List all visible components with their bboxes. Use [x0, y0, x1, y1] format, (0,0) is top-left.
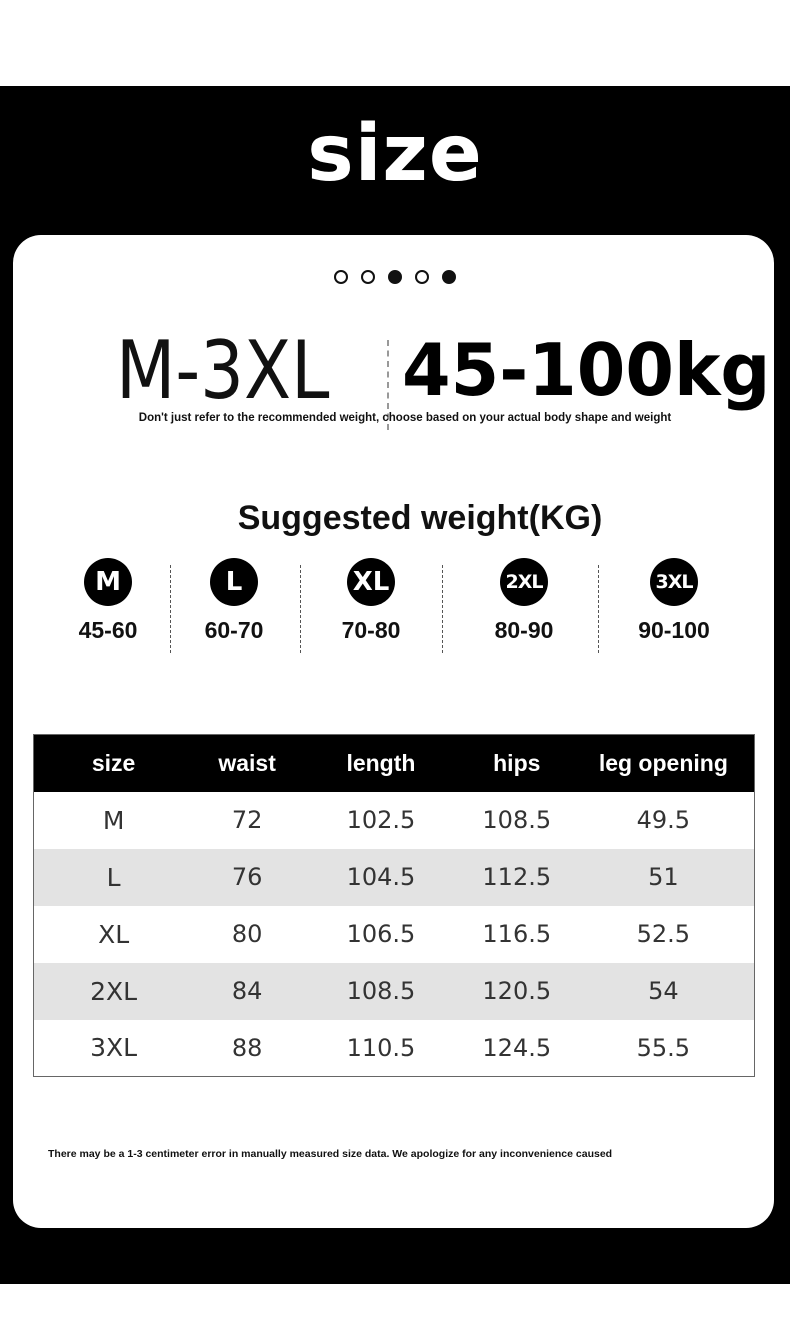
weight-note: Don't just refer to the recommended weight, choose based on your actual body shape and weight — [138, 412, 672, 424]
size-badge: 2XL — [500, 558, 548, 606]
table-header-row — [34, 735, 755, 792]
table-row — [34, 849, 755, 906]
carousel-dot-4[interactable] — [415, 270, 429, 284]
suggested-item-xl — [331, 558, 411, 644]
column-header-leg-opening: leg opening — [598, 749, 728, 776]
size-badge: L — [210, 558, 258, 606]
weight-value: 90-100 — [638, 617, 710, 643]
size-range: M-3XL — [116, 324, 330, 417]
cell-waist: 76 — [231, 863, 263, 891]
size-badge: M — [84, 558, 132, 606]
separator — [170, 565, 171, 653]
suggested-item-m — [70, 558, 146, 644]
carousel-dot-2[interactable] — [361, 270, 375, 284]
suggested-weight-title: Suggested weight(KG) — [237, 499, 603, 537]
cell-size: 2XL — [90, 976, 138, 1006]
cell-waist: 88 — [231, 1033, 263, 1062]
cell-hips: 124.5 — [482, 1033, 552, 1062]
carousel-dot-5[interactable] — [442, 270, 456, 284]
cell-waist: 84 — [231, 977, 263, 1005]
carousel-dots — [334, 270, 456, 284]
cell-size: M — [102, 805, 125, 835]
weight-value: 70-80 — [341, 617, 401, 643]
cell-hips: 112.5 — [482, 863, 552, 891]
cell-size: 3XL — [90, 1033, 138, 1063]
weight-value: 45-60 — [78, 617, 138, 643]
cell-size: L — [106, 862, 121, 892]
cell-size: XL — [98, 919, 130, 949]
table-row — [34, 792, 755, 849]
suggested-item-3xl — [628, 558, 720, 644]
weight-value: 80-90 — [494, 617, 554, 643]
measurement-error-note: There may be a 1-3 centimeter error in manually measured size data. We apologize for any inconvenience caused — [48, 1148, 613, 1160]
cell-waist: 80 — [231, 920, 263, 948]
column-header-size: size — [91, 749, 136, 776]
cell-hips: 108.5 — [482, 806, 552, 834]
table-row — [34, 1020, 755, 1077]
cell-length: 108.5 — [346, 977, 416, 1005]
size-badge: XL — [347, 558, 395, 606]
suggested-item-2xl — [484, 558, 564, 644]
size-table — [33, 734, 755, 1077]
cell-leg-opening: 51 — [648, 863, 679, 891]
carousel-dot-3[interactable] — [388, 270, 402, 284]
carousel-dot-1[interactable] — [334, 270, 348, 284]
separator — [442, 565, 443, 653]
separator — [300, 565, 301, 653]
cell-hips: 120.5 — [482, 977, 552, 1005]
cell-hips: 116.5 — [482, 920, 552, 948]
page-title: size — [307, 109, 483, 199]
cell-length: 110.5 — [346, 1033, 416, 1062]
cell-leg-opening: 52.5 — [636, 920, 691, 948]
size-badge: 3XL — [650, 558, 698, 606]
cell-length: 106.5 — [346, 920, 416, 948]
cell-waist: 72 — [231, 806, 263, 834]
cell-leg-opening: 55.5 — [636, 1033, 691, 1062]
cell-leg-opening: 54 — [648, 977, 679, 1005]
suggested-item-l — [196, 558, 272, 644]
cell-length: 104.5 — [346, 863, 416, 891]
column-header-waist: waist — [218, 749, 276, 776]
table-row — [34, 963, 755, 1020]
separator — [598, 565, 599, 653]
cell-length: 102.5 — [346, 806, 416, 834]
cell-leg-opening: 49.5 — [636, 806, 691, 834]
weight-value: 60-70 — [204, 617, 264, 643]
weight-range: 45-100kg — [402, 328, 771, 412]
column-header-length: length — [346, 749, 416, 776]
column-header-hips: hips — [493, 749, 541, 776]
table-row — [34, 906, 755, 963]
